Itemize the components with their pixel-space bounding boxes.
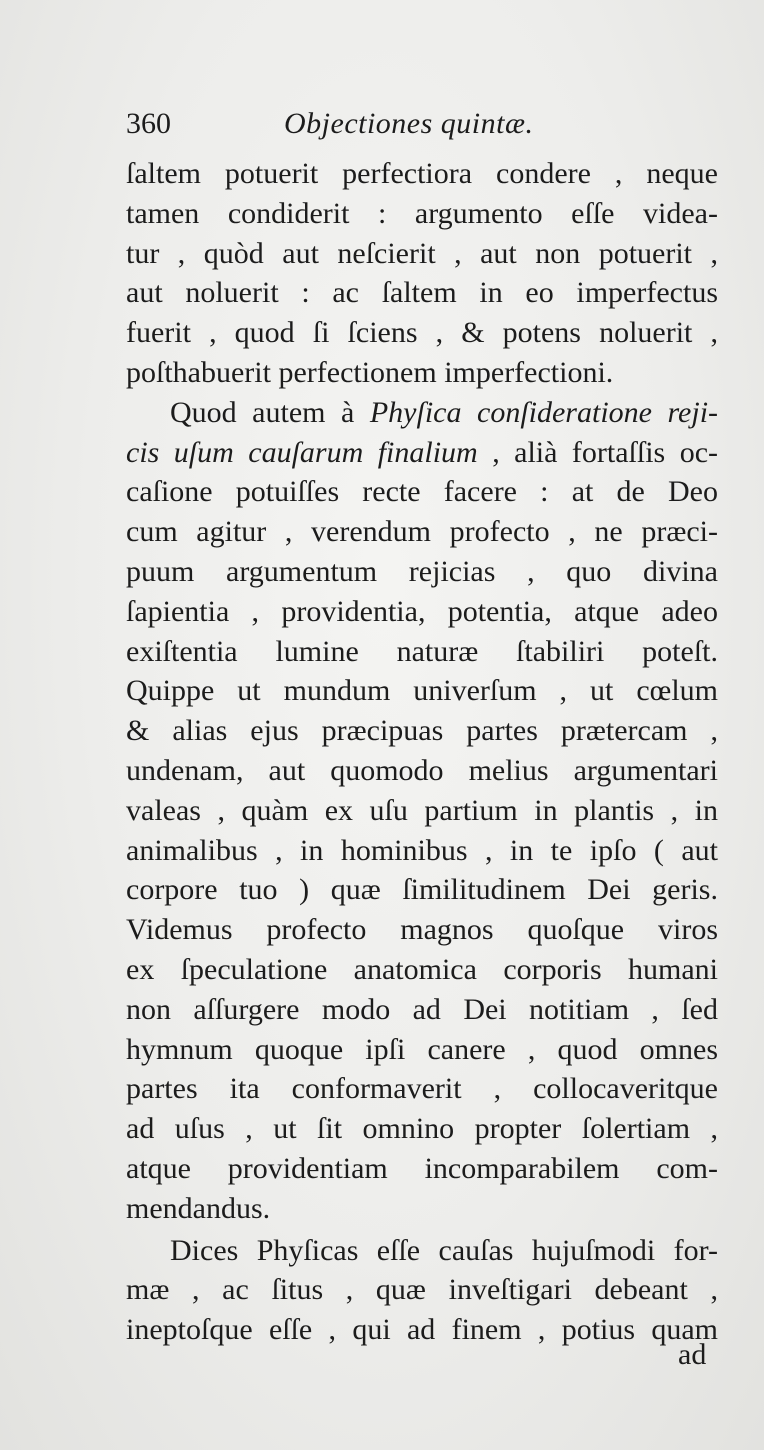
text-line: tur , quòd aut neſcierit , aut non potuerit , xyxy=(126,236,718,270)
text-line: ſapientia , providentia, potentia, atque adeo xyxy=(126,594,718,628)
text-line: ineptoſque eſſe , qui ad finem , potius quam xyxy=(126,1313,718,1347)
text-line: non aſſurgere modo ad Dei notitiam , ſed xyxy=(126,992,718,1026)
italic-text-run: Phyſica conſideratione reji- xyxy=(369,395,719,429)
running-title: Objectiones quintæ. xyxy=(284,107,534,140)
text-run: Quod autem à xyxy=(170,395,355,429)
paragraph-3 xyxy=(126,1231,718,1350)
page-number: 360 xyxy=(126,107,171,140)
text-line-mixed xyxy=(126,393,718,433)
text-line: Dices Phyſicas eſſe cauſas hujuſmodi for- xyxy=(170,1233,718,1267)
body-text xyxy=(126,154,718,1350)
text-line: & alias ejus præcipuas partes prætercam , xyxy=(126,714,718,748)
text-line: aut noluerit : ac ſaltem in eo imperfectus xyxy=(126,276,718,310)
text-line: ad uſus , ut ſit omnino propter ſolertiam , xyxy=(126,1112,718,1146)
text-line-mixed xyxy=(126,433,718,473)
text-line: undenam, aut quomodo melius argumentari xyxy=(126,753,718,787)
text-line: poſthabuerit perfectionem imperfectioni. xyxy=(126,355,614,389)
text-line: atque providentiam incomparabilem com- xyxy=(126,1151,718,1185)
text-line: valeas , quàm ex uſu partium in plantis , in xyxy=(126,793,718,827)
text-line: ſaltem potuerit perfectiora condere , neque xyxy=(126,157,718,190)
text-line: tamen condiderit : argumento eſſe videa- xyxy=(126,196,718,230)
text-run: , alià fortaſſis oc- xyxy=(492,435,718,469)
text-line: cum agitur , verendum profecto , ne præci- xyxy=(126,515,718,549)
text-line: hymnum quoque ipſi canere , quod omnes xyxy=(126,1032,718,1066)
text-line: ex ſpeculatione anatomica corporis humani xyxy=(126,952,718,986)
text-line: animalibus , in hominibus , in te ipſo ( aut xyxy=(126,833,718,867)
text-line: caſione potuiſſes recte facere : at de Deo xyxy=(126,475,718,509)
text-line: corpore tuo ) quæ ſimilitudinem Dei geris. xyxy=(126,873,718,907)
catchword: ad xyxy=(678,1338,707,1371)
text-line: mendandus. xyxy=(126,1191,271,1225)
text-line: Quippe ut mundum univerſum , ut cœlum xyxy=(126,674,718,708)
paragraph-1 xyxy=(126,154,718,393)
text-line: partes ita conformaverit , collocaveritque xyxy=(126,1072,718,1106)
text-line: fuerit , quod ſi ſciens , & potens noluerit , xyxy=(126,316,718,350)
paragraph-2 xyxy=(126,393,718,1229)
page-header xyxy=(126,104,646,144)
text-line: Videmus profecto magnos quoſque viros xyxy=(126,913,718,947)
text-line: mæ , ac ſitus , quæ inveſtigari debeant , xyxy=(126,1273,718,1307)
italic-text-run: cis uſum cauſarum finalium xyxy=(126,435,478,469)
text-line: exiſtentia lumine naturæ ſtabiliri poteſt. xyxy=(126,634,718,668)
text-line: puum argumentum rejicias , quo divina xyxy=(126,554,718,588)
